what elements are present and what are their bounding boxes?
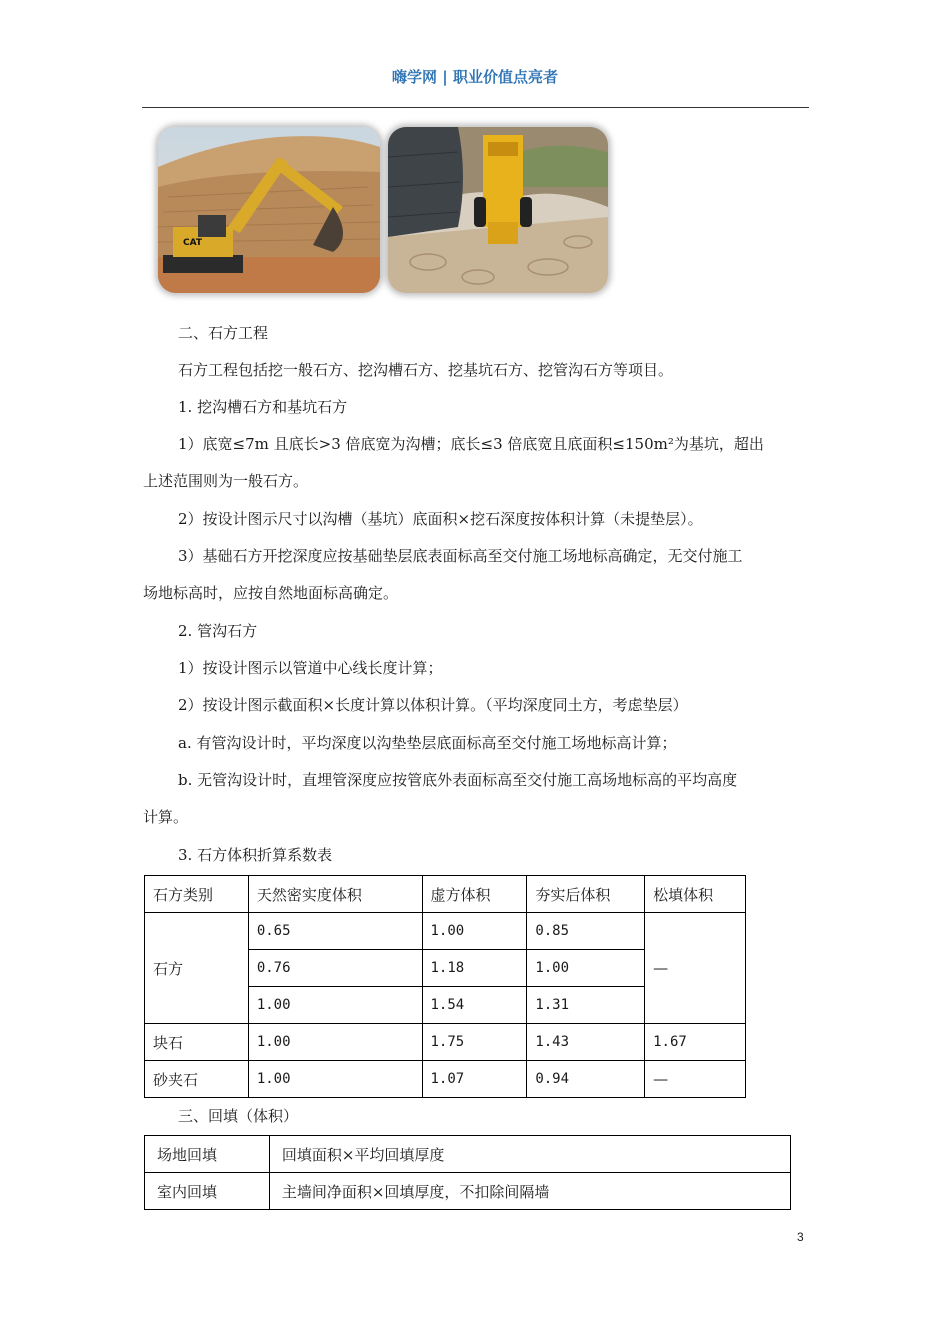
item1-p3-line1: 3）基础石方开挖深度应按基础垫层底表面标高至交付施工场地标高确定，无交付施工: [178, 547, 743, 565]
item2-pb-line1: b. 无管沟设计时，直埋管深度应按管底外表面标高至交付施工高场地标高的平均高度: [178, 771, 738, 789]
excavator-illustration: [158, 127, 380, 293]
table-row: [145, 913, 746, 950]
table-cell: 0.65: [248, 913, 422, 950]
header-cell: 松填体积: [645, 876, 746, 913]
backfill-table: [144, 1135, 791, 1210]
table-row: [145, 1061, 746, 1098]
rock-drill-truck-photo: [388, 127, 608, 293]
item1-p1-line2: 上述范围则为一般石方。: [143, 472, 309, 490]
table-cell: 0.85: [527, 913, 645, 950]
item2-p1: 1）按设计图示以管道中心线长度计算；: [178, 659, 443, 677]
table-cell: 1.18: [422, 950, 527, 987]
category-cell: 块石: [145, 1024, 249, 1061]
table-row: [145, 1173, 791, 1210]
header-cell: 石方类别: [145, 876, 249, 913]
table-cell: 1.31: [527, 987, 645, 1024]
table-cell: 0.94: [527, 1061, 645, 1098]
item1-p1-line1: 1）底宽≤7m 且底长>3 倍底宽为沟槽；底长≤3 倍底宽且底面积≤150m²为基坑，超出: [178, 435, 764, 453]
item2-p2: 2）按设计图示截面积×长度计算以体积计算。（平均深度同土方，考虑垫层）: [178, 696, 688, 714]
table-cell: 回填面积×平均回填厚度: [269, 1136, 790, 1173]
table-cell: 1.00: [248, 1024, 422, 1061]
item3-title: 3. 石方体积折算系数表: [178, 846, 333, 864]
table-cell: 1.07: [422, 1061, 527, 1098]
table-cell: —: [645, 1061, 746, 1098]
item1-p3-line2: 场地标高时，应按自然地面标高确定。: [143, 584, 399, 602]
section3-title: 三、回填（体积）: [178, 1107, 299, 1125]
item1-title: 1. 挖沟槽石方和基坑石方: [178, 398, 348, 416]
header-cell: 夯实后体积: [527, 876, 645, 913]
table-cell: 主墙间净面积×回填厚度，不扣除间隔墙: [269, 1173, 790, 1210]
section2-intro: 石方工程包括挖一般石方、挖沟槽石方、挖基坑石方、挖管沟石方等项目。: [178, 361, 674, 379]
category-cell: 砂夹石: [145, 1061, 249, 1098]
table-cell: 1.67: [645, 1024, 746, 1061]
table-header-row: [145, 876, 746, 913]
section2-title: 二、石方工程: [178, 324, 269, 342]
table-cell: 0.76: [248, 950, 422, 987]
header-cell: 虚方体积: [422, 876, 527, 913]
page-header: 嗨学网 | 职业价值点亮者: [392, 68, 558, 86]
table-cell: 1.54: [422, 987, 527, 1024]
excavator-photo: [158, 127, 380, 293]
table-cell: 1.00: [527, 950, 645, 987]
header-cell: 天然密实度体积: [248, 876, 422, 913]
table-row: [145, 1024, 746, 1061]
table-cell: 1.75: [422, 1024, 527, 1061]
item2-pb-line2: 计算。: [143, 808, 189, 826]
rock-volume-conversion-table: [144, 875, 746, 1098]
table-cell: 1.00: [248, 1061, 422, 1098]
table-row: [145, 1136, 791, 1173]
item1-p2: 2）按设计图示尺寸以沟槽（基坑）底面积×挖石深度按体积计算（未提垫层）。: [178, 510, 703, 528]
table-cell: —: [645, 913, 746, 1024]
page-number: 3: [797, 1230, 804, 1244]
item2-title: 2. 管沟石方: [178, 622, 258, 640]
table-cell: 1.00: [248, 987, 422, 1024]
header-divider: [142, 107, 809, 108]
table-cell: 室内回填: [145, 1173, 270, 1210]
svg-text:CAT: CAT: [183, 238, 203, 248]
table-cell: 1.00: [422, 913, 527, 950]
table-cell: 1.43: [527, 1024, 645, 1061]
drill-truck-illustration: [388, 127, 608, 293]
category-cell: 石方: [145, 913, 249, 1024]
table-cell: 场地回填: [145, 1136, 270, 1173]
item2-pa: a. 有管沟设计时，平均深度以沟垫垫层底面标高至交付施工场地标高计算；: [178, 734, 677, 752]
